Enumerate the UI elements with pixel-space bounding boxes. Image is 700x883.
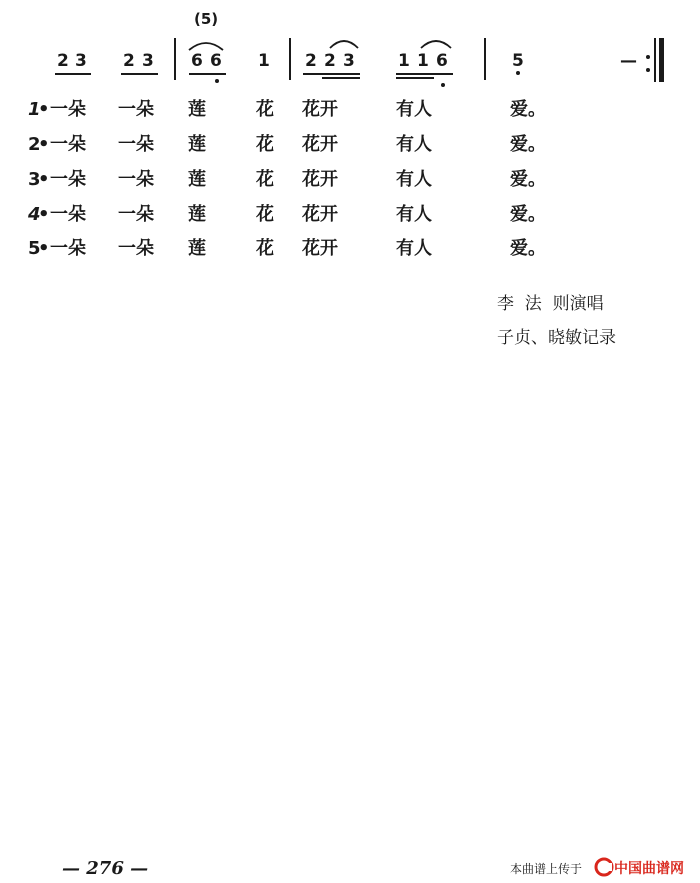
lyric-word: 一朵 <box>118 99 154 120</box>
lyric-word: 有人 <box>396 134 432 155</box>
lyric-word: 一朵 <box>118 169 154 190</box>
octave-dot <box>441 83 445 87</box>
lyric-word: 有人 <box>396 99 432 120</box>
lyric-word: 有人 <box>396 204 432 225</box>
lyric-word: 花 <box>256 204 274 225</box>
logo-text: 中国曲谱网 <box>614 861 684 877</box>
site-logo[interactable] <box>594 857 692 877</box>
note: 3 <box>343 51 355 71</box>
lyric-word: 莲 <box>188 169 206 190</box>
eighth-beam <box>396 73 453 75</box>
lyric-verse-3 <box>28 169 588 191</box>
lyric-word: 花开 <box>302 204 338 225</box>
lyric-word: 花开 <box>302 99 338 120</box>
verse-number: 1 <box>28 99 41 120</box>
verse-dot: • <box>38 238 50 259</box>
repeat-thick-bar <box>659 38 664 82</box>
note: 3 <box>142 51 154 71</box>
lyric-word: 爱。 <box>510 99 546 120</box>
lyric-word: 花 <box>256 99 274 120</box>
lyric-word: 一朵 <box>50 134 86 155</box>
lyric-word: 花 <box>256 134 274 155</box>
lyric-word: 花开 <box>302 134 338 155</box>
lyric-word: 莲 <box>188 204 206 225</box>
note: 2 <box>305 51 317 71</box>
bar-line <box>174 38 176 80</box>
verse-dot: • <box>38 204 50 225</box>
logo-mark-icon <box>594 857 614 877</box>
lyric-word: 一朵 <box>50 238 86 259</box>
note: 3 <box>75 51 87 71</box>
lyric-word: 莲 <box>188 134 206 155</box>
verse-dot: • <box>38 169 50 190</box>
sixteenth-beam <box>322 77 360 79</box>
eighth-beam <box>55 73 91 75</box>
ossia-note: (5) <box>194 10 219 28</box>
lyric-word: 花开 <box>302 169 338 190</box>
repeat-dot <box>646 55 650 59</box>
verse-number: 5 <box>28 238 41 259</box>
slur <box>327 36 361 50</box>
verse-dot: • <box>38 99 50 120</box>
slur <box>418 36 454 50</box>
lyric-verse-1 <box>28 99 588 121</box>
note: 2 <box>123 51 135 71</box>
note: 6 <box>191 51 203 71</box>
lyric-word: 一朵 <box>118 134 154 155</box>
lyric-word: 一朵 <box>118 238 154 259</box>
note: 2 <box>324 51 336 71</box>
slur <box>186 38 226 52</box>
eighth-beam <box>189 73 226 75</box>
lyric-word: 有人 <box>396 169 432 190</box>
sixteenth-beam <box>396 77 434 79</box>
octave-dot <box>215 79 219 83</box>
lyric-word: 爱。 <box>510 134 546 155</box>
octave-dot <box>516 71 520 75</box>
lyric-word: 有人 <box>396 238 432 259</box>
lyric-word: 莲 <box>188 99 206 120</box>
lyric-word: 莲 <box>188 238 206 259</box>
lyric-word: 花开 <box>302 238 338 259</box>
lyric-word: 一朵 <box>50 99 86 120</box>
verse-number: 4 <box>28 204 41 225</box>
lyric-word: 一朵 <box>118 204 154 225</box>
verse-number: 3 <box>28 169 41 190</box>
note: 1 <box>258 51 270 71</box>
verse-number: 2 <box>28 134 41 155</box>
lyric-word: 一朵 <box>50 169 86 190</box>
lyric-word: 花 <box>256 169 274 190</box>
lyric-word: 一朵 <box>50 204 86 225</box>
note: 5 <box>512 51 524 71</box>
note: 6 <box>436 51 448 71</box>
repeat-dot <box>646 68 650 72</box>
lyric-word: 爱。 <box>510 204 546 225</box>
credit-singer: 李 法 则演唱 <box>497 294 604 314</box>
lyric-word: 爱。 <box>510 169 546 190</box>
lyric-verse-4 <box>28 204 588 226</box>
bar-line <box>289 38 291 80</box>
note: 1 <box>398 51 410 71</box>
lyric-verse-2 <box>28 134 588 156</box>
lyric-word: 爱。 <box>510 238 546 259</box>
credit-recorder: 子贞、晓敏记录 <box>497 328 616 348</box>
bar-line <box>484 38 486 80</box>
footer-source-text: 本曲谱上传于 <box>510 862 583 876</box>
repeat-thin-bar <box>654 38 656 82</box>
lyric-verse-5 <box>28 238 588 260</box>
note: 2 <box>57 51 69 71</box>
eighth-beam <box>303 73 360 75</box>
note: 1 <box>417 51 429 71</box>
verse-dot: • <box>38 134 50 155</box>
page-number: — 276 — <box>62 858 149 879</box>
note: 6 <box>210 51 222 71</box>
lyric-word: 花 <box>256 238 274 259</box>
extension-dash: — <box>620 51 637 71</box>
eighth-beam <box>121 73 158 75</box>
